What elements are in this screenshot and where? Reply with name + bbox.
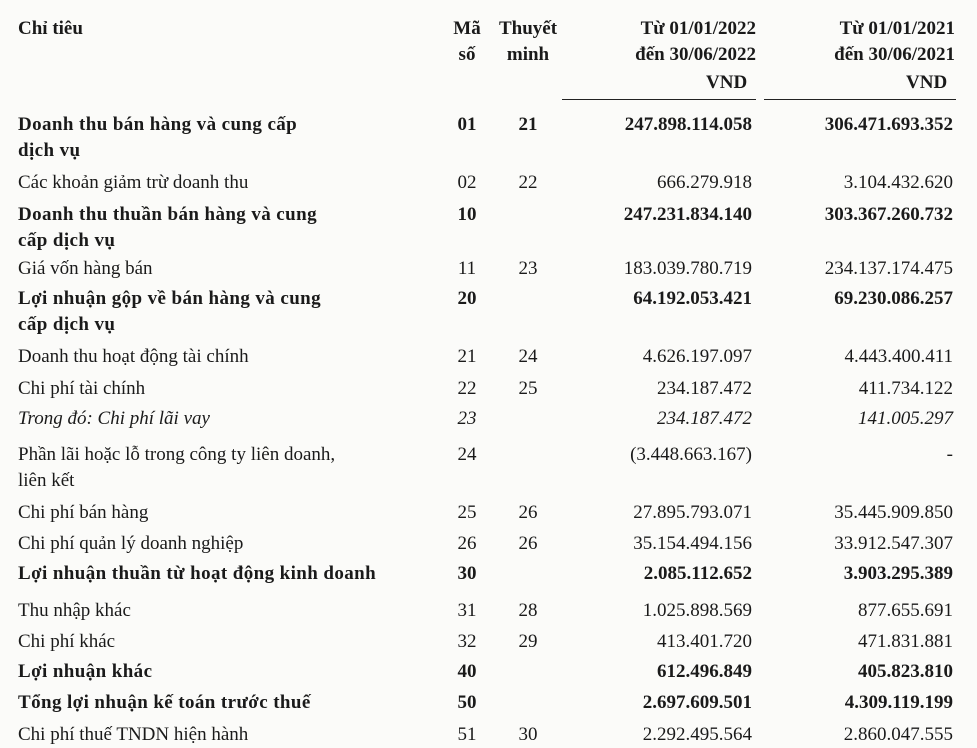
row-code: 02 <box>457 172 477 193</box>
row-value-2022: 64.192.053.421 <box>633 288 752 309</box>
row-value-2022: 247.898.114.058 <box>624 114 752 135</box>
header-underline-2022 <box>562 99 756 100</box>
row-value-2021: 141.005.297 <box>858 408 953 429</box>
row-code: 10 <box>457 204 477 225</box>
row-value-2021: 33.912.547.307 <box>834 533 953 554</box>
row-note: 30 <box>518 724 538 745</box>
row-label-line1: Doanh thu bán hàng và cung cấp <box>18 114 298 135</box>
row-note: 29 <box>518 631 538 652</box>
row-value-2021: 306.471.693.352 <box>824 114 953 135</box>
row-note: 24 <box>518 346 538 367</box>
row-label <box>18 202 428 254</box>
row-code: 51 <box>457 724 477 745</box>
row-value-2021: 69.230.086.257 <box>834 288 953 309</box>
row-value-2022: 4.626.197.097 <box>642 346 752 367</box>
row-label <box>18 112 428 164</box>
row-label-line1: Doanh thu thuần bán hàng và cung <box>18 204 317 225</box>
row-note: 26 <box>518 533 538 554</box>
row-code: 40 <box>457 661 477 682</box>
header-unit-2021: VND <box>906 72 948 93</box>
header-unit-2022: VND <box>706 72 748 93</box>
row-label <box>18 500 428 526</box>
row-label <box>18 406 428 432</box>
row-label-line2: liên kết <box>18 470 75 491</box>
row-label-line1: Phần lãi hoặc lỗ trong công ty liên doanh, <box>18 444 336 465</box>
row-value-2021: 303.367.260.732 <box>824 204 953 225</box>
row-label <box>18 629 428 655</box>
row-value-2021: 3.903.295.389 <box>843 563 953 584</box>
row-label-line2: dịch vụ <box>18 140 81 161</box>
row-value-2021: 411.734.122 <box>858 378 953 399</box>
row-label <box>18 442 428 494</box>
row-code: 31 <box>457 600 477 621</box>
header-label: Chỉ tiêu <box>18 18 83 39</box>
header-period-2021-line1: Từ 01/01/2021 <box>839 18 955 39</box>
row-value-2022: 247.231.834.140 <box>623 204 752 225</box>
row-label-line1: Chi phí tài chính <box>18 378 146 399</box>
row-value-2021: 3.104.432.620 <box>843 172 953 193</box>
row-code: 21 <box>457 346 477 367</box>
row-label-line1: Giá vốn hàng bán <box>18 258 153 279</box>
row-code: 30 <box>457 563 477 584</box>
row-code: 11 <box>457 258 477 279</box>
row-label <box>18 256 428 282</box>
row-code: 24 <box>457 444 477 465</box>
row-value-2021: - <box>946 444 953 465</box>
row-value-2022: 183.039.780.719 <box>623 258 752 279</box>
header-note-line2: minh <box>506 44 550 65</box>
row-value-2022: 612.496.849 <box>657 661 752 682</box>
row-value-2022: 234.187.472 <box>657 378 752 399</box>
row-label <box>18 170 428 196</box>
row-value-2021: 4.443.400.411 <box>844 346 953 367</box>
row-value-2021: 2.860.047.555 <box>843 724 953 745</box>
header-period-2022-line2: đến 30/06/2022 <box>635 44 756 65</box>
row-value-2021: 471.831.881 <box>858 631 953 652</box>
row-code: 32 <box>457 631 477 652</box>
header-code-line2: số <box>458 44 476 65</box>
row-code: 23 <box>457 408 477 429</box>
row-value-2022: 35.154.494.156 <box>633 533 752 554</box>
row-label <box>18 376 428 402</box>
row-value-2022: 1.025.898.569 <box>642 600 752 621</box>
row-label-line1: Chi phí thuế TNDN hiện hành <box>18 724 249 745</box>
row-label <box>18 722 428 748</box>
row-label-line2: cấp dịch vụ <box>18 314 116 335</box>
row-value-2022: 2.697.609.501 <box>642 692 752 713</box>
header-code-line1: Mã <box>453 18 481 39</box>
header-period-2022 <box>566 16 756 68</box>
row-note: 25 <box>518 378 538 399</box>
row-label <box>18 659 428 685</box>
row-value-2021: 405.823.810 <box>858 661 953 682</box>
row-label-line1: Chi phí quản lý doanh nghiệp <box>18 533 244 554</box>
row-label-line1: Lợi nhuận gộp về bán hàng và cung <box>18 288 322 309</box>
header-period-2021 <box>765 16 955 68</box>
row-value-2022: 666.279.918 <box>657 172 752 193</box>
row-label-line1: Chi phí bán hàng <box>18 502 149 523</box>
row-code: 25 <box>457 502 477 523</box>
row-value-2022: 413.401.720 <box>657 631 752 652</box>
row-label <box>18 286 428 338</box>
row-label-line1: Tổng lợi nhuận kế toán trước thuế <box>18 692 311 713</box>
row-value-2021: 877.655.691 <box>858 600 953 621</box>
header-period-2021-line2: đến 30/06/2021 <box>834 44 955 65</box>
row-code: 01 <box>457 114 477 135</box>
row-value-2022: 2.085.112.652 <box>643 563 752 584</box>
row-label <box>18 561 428 587</box>
header-note <box>493 16 563 68</box>
row-label <box>18 598 428 624</box>
row-note: 26 <box>518 502 538 523</box>
row-code: 50 <box>457 692 477 713</box>
row-label-line1: Lợi nhuận thuần từ hoạt động kinh doanh <box>18 563 377 584</box>
row-label-line1: Thu nhập khác <box>18 600 131 621</box>
row-code: 22 <box>457 378 477 399</box>
row-label-line1: Các khoản giảm trừ doanh thu <box>18 172 249 193</box>
row-label-line1: Chi phí khác <box>18 631 116 652</box>
row-note: 23 <box>518 258 538 279</box>
row-label-line1: Trong đó: Chi phí lãi vay <box>18 408 210 429</box>
row-label <box>18 344 428 370</box>
row-label-line1: Doanh thu hoạt động tài chính <box>18 346 249 367</box>
header-code <box>447 16 487 68</box>
row-note: 28 <box>518 600 538 621</box>
row-note: 21 <box>518 114 538 135</box>
header-note-line1: Thuyết <box>498 18 558 39</box>
row-value-2021: 4.309.119.199 <box>844 692 953 713</box>
row-value-2022: (3.448.663.167) <box>630 444 752 465</box>
row-code: 20 <box>457 288 477 309</box>
row-code: 26 <box>457 533 477 554</box>
row-note: 22 <box>518 172 538 193</box>
row-label <box>18 531 428 557</box>
row-label-line1: Lợi nhuận khác <box>18 661 153 682</box>
row-label <box>18 690 428 716</box>
row-label-line2: cấp dịch vụ <box>18 230 116 251</box>
row-value-2021: 35.445.909.850 <box>834 502 953 523</box>
header-period-2022-line1: Từ 01/01/2022 <box>640 18 756 39</box>
header-underline-2021 <box>764 99 956 100</box>
row-value-2022: 234.187.472 <box>657 408 752 429</box>
row-value-2022: 27.895.793.071 <box>633 502 752 523</box>
row-value-2022: 2.292.495.564 <box>642 724 752 745</box>
row-value-2021: 234.137.174.475 <box>824 258 953 279</box>
